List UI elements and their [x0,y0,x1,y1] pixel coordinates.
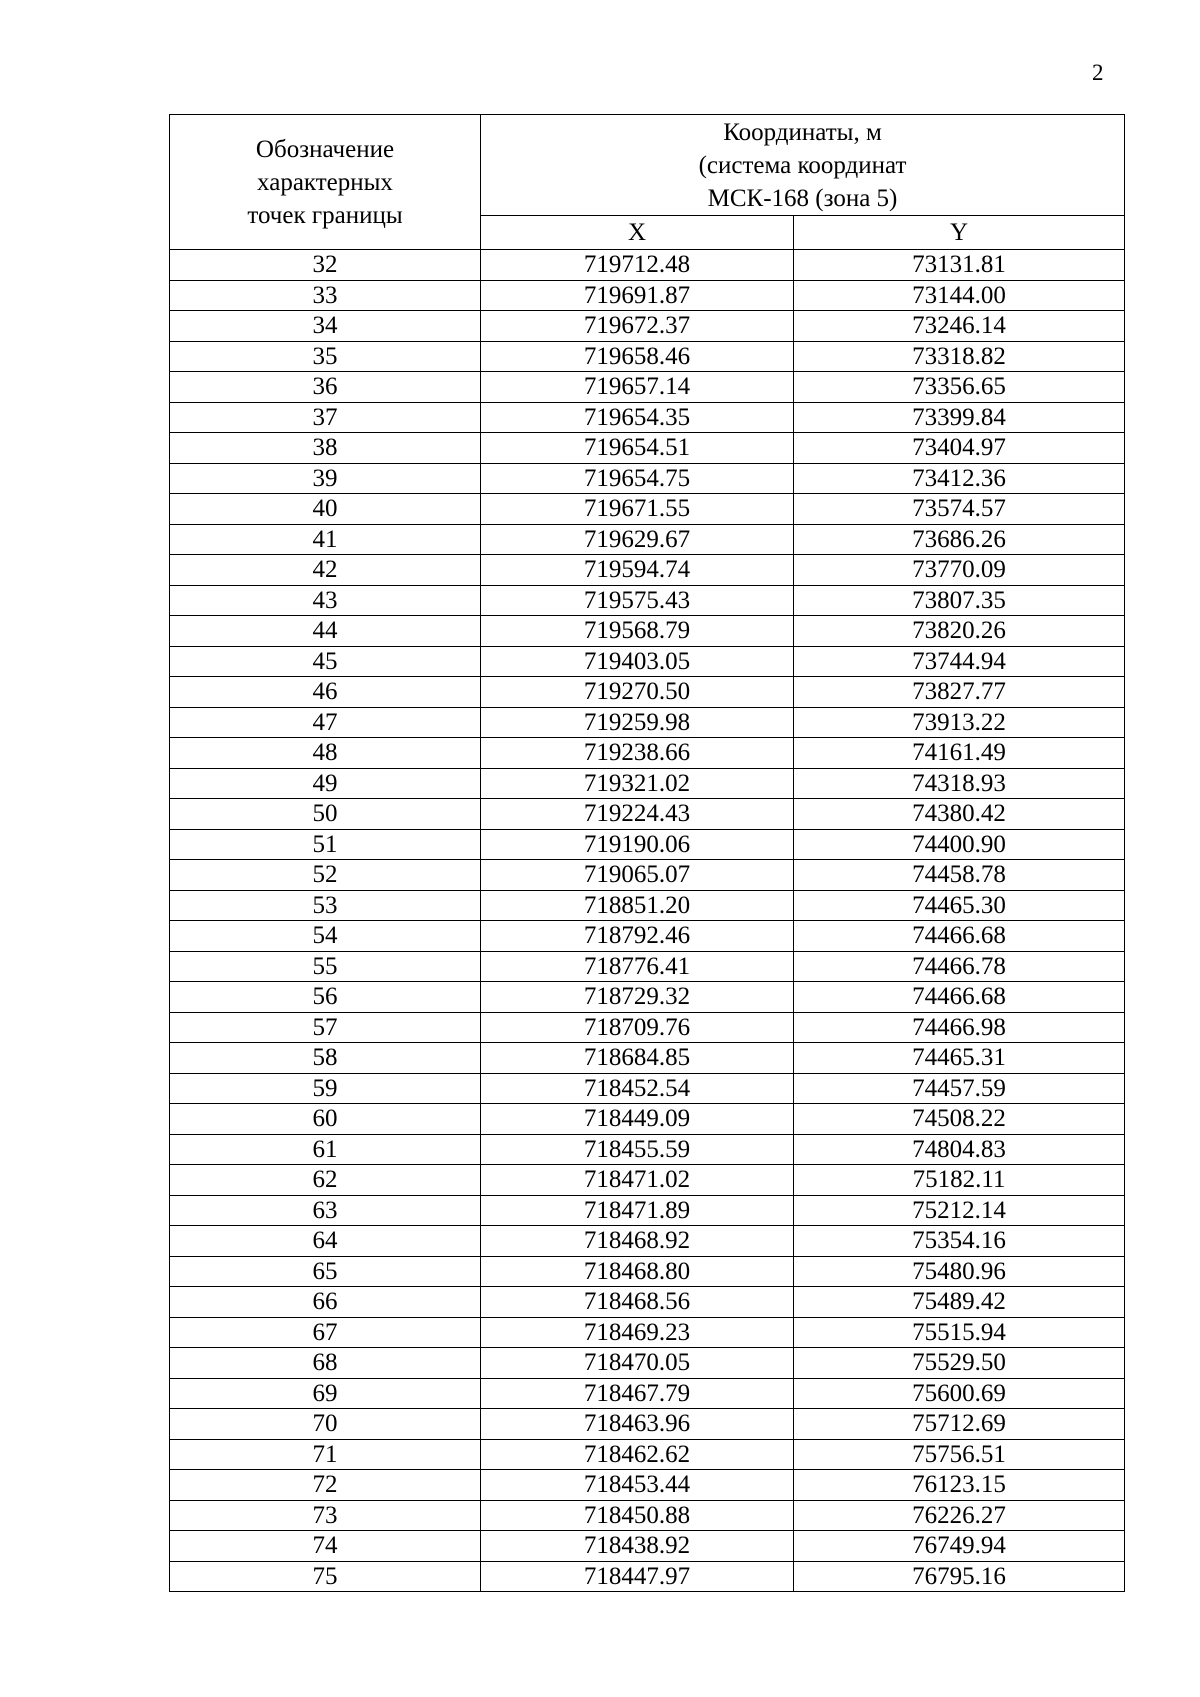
y-coordinate-cell: 75712.69 [794,1409,1125,1440]
point-number-cell: 36 [170,372,481,403]
point-number-cell: 70 [170,1409,481,1440]
point-number-cell: 60 [170,1104,481,1135]
point-number-cell: 62 [170,1165,481,1196]
point-number-cell: 72 [170,1470,481,1501]
table-row [170,433,1125,464]
y-coordinate-cell: 76795.16 [794,1561,1125,1592]
table-row [170,463,1125,494]
y-coordinate-cell: 74508.22 [794,1104,1125,1135]
y-coordinate-cell: 73574.57 [794,494,1125,525]
x-coordinate-cell: 719629.67 [481,524,794,555]
table-row [170,1195,1125,1226]
coords-header-line: МСК-168 (зона 5) [707,184,898,212]
x-coordinate-cell: 718447.97 [481,1561,794,1592]
x-coordinate-cell: 718450.88 [481,1500,794,1531]
point-number-cell: 54 [170,921,481,952]
point-number-cell: 69 [170,1378,481,1409]
y-coordinate-cell: 73246.14 [794,311,1125,342]
point-number-cell: 66 [170,1287,481,1318]
x-coordinate-cell: 719575.43 [481,585,794,616]
coords-header-line: Координаты, м [723,118,882,146]
x-coordinate-cell: 718776.41 [481,951,794,982]
point-number-cell: 42 [170,555,481,586]
point-number-cell: 73 [170,1500,481,1531]
y-coordinate-cell: 74466.78 [794,951,1125,982]
table-row [170,860,1125,891]
table-row [170,921,1125,952]
y-coordinate-cell: 75212.14 [794,1195,1125,1226]
y-coordinate-cell: 74804.83 [794,1134,1125,1165]
point-number-cell: 47 [170,707,481,738]
table-row [170,1561,1125,1592]
y-coordinate-cell: 75600.69 [794,1378,1125,1409]
table-row [170,1287,1125,1318]
x-coordinate-cell: 718729.32 [481,982,794,1013]
y-coordinate-cell: 73744.94 [794,646,1125,677]
x-coordinate-cell: 719654.35 [481,402,794,433]
x-coordinate-cell: 718469.23 [481,1317,794,1348]
x-coordinate-cell: 719657.14 [481,372,794,403]
table-row [170,1256,1125,1287]
x-coordinate-cell: 719259.98 [481,707,794,738]
point-number-cell: 68 [170,1348,481,1379]
table-row [170,829,1125,860]
point-number-cell: 43 [170,585,481,616]
table-row [170,372,1125,403]
point-number-cell: 55 [170,951,481,982]
y-coordinate-cell: 74465.31 [794,1043,1125,1074]
point-number-cell: 74 [170,1531,481,1562]
table-row [170,1165,1125,1196]
table-row [170,1043,1125,1074]
x-coordinate-cell: 718462.62 [481,1439,794,1470]
x-coordinate-cell: 718449.09 [481,1104,794,1135]
table-row [170,890,1125,921]
point-number-cell: 45 [170,646,481,677]
table-row [170,1317,1125,1348]
table-row [170,524,1125,555]
x-coordinate-cell: 718470.05 [481,1348,794,1379]
point-number-cell: 41 [170,524,481,555]
x-coordinate-cell: 719654.51 [481,433,794,464]
y-coordinate-cell: 74400.90 [794,829,1125,860]
table-row [170,768,1125,799]
x-coordinate-cell: 718468.80 [481,1256,794,1287]
x-coordinate-cell: 719594.74 [481,555,794,586]
coordinates-table [169,114,1125,1592]
y-coordinate-cell: 74458.78 [794,860,1125,891]
table-row [170,1073,1125,1104]
y-coordinate-cell: 73827.77 [794,677,1125,708]
x-coordinate-cell: 718709.76 [481,1012,794,1043]
point-header-line: точек границы [247,201,403,229]
y-coordinate-cell: 75480.96 [794,1256,1125,1287]
table-row [170,1470,1125,1501]
y-coordinate-cell: 73820.26 [794,616,1125,647]
y-coordinate-cell: 73913.22 [794,707,1125,738]
table-row [170,341,1125,372]
table-row [170,982,1125,1013]
page-number: 2 [1092,60,1104,85]
table-row [170,1500,1125,1531]
x-coordinate-cell: 718463.96 [481,1409,794,1440]
point-number-cell: 51 [170,829,481,860]
x-coordinate-cell: 718453.44 [481,1470,794,1501]
x-coordinate-cell: 719238.66 [481,738,794,769]
y-coordinate-cell: 73356.65 [794,372,1125,403]
point-number-cell: 33 [170,280,481,311]
y-coordinate-cell: 74457.59 [794,1073,1125,1104]
table-row [170,494,1125,525]
x-coordinate-cell: 718438.92 [481,1531,794,1562]
point-number-cell: 40 [170,494,481,525]
x-coordinate-cell: 719270.50 [481,677,794,708]
point-number-cell: 59 [170,1073,481,1104]
y-coordinate-cell: 74465.30 [794,890,1125,921]
point-header-line: характерных [257,168,393,196]
x-coordinate-cell: 718471.89 [481,1195,794,1226]
table-row [170,280,1125,311]
y-coordinate-cell: 75489.42 [794,1287,1125,1318]
point-designation-header [170,115,481,250]
point-number-cell: 34 [170,311,481,342]
y-coordinate-cell: 73399.84 [794,402,1125,433]
y-coordinate-cell: 73770.09 [794,555,1125,586]
point-number-cell: 64 [170,1226,481,1257]
y-coordinate-cell: 74380.42 [794,799,1125,830]
table-row [170,951,1125,982]
point-number-cell: 65 [170,1256,481,1287]
point-number-cell: 39 [170,463,481,494]
x-coordinate-cell: 719321.02 [481,768,794,799]
y-coordinate-cell: 76226.27 [794,1500,1125,1531]
table-row [170,1134,1125,1165]
y-coordinate-cell: 76749.94 [794,1531,1125,1562]
y-coordinate-cell: 73404.97 [794,433,1125,464]
table-row [170,1409,1125,1440]
table-header [170,115,1125,250]
table-row [170,311,1125,342]
point-number-cell: 50 [170,799,481,830]
y-coordinate-cell: 73686.26 [794,524,1125,555]
point-number-cell: 52 [170,860,481,891]
x-coordinate-cell: 719224.43 [481,799,794,830]
x-coordinate-cell: 718452.54 [481,1073,794,1104]
x-coordinate-cell: 719568.79 [481,616,794,647]
table-row [170,646,1125,677]
table-row [170,555,1125,586]
y-coordinate-cell: 73807.35 [794,585,1125,616]
x-coordinate-cell: 719658.46 [481,341,794,372]
table-row [170,402,1125,433]
x-coordinate-cell: 718468.92 [481,1226,794,1257]
point-number-cell: 58 [170,1043,481,1074]
point-number-cell: 35 [170,341,481,372]
table-row [170,1104,1125,1135]
point-number-cell: 37 [170,402,481,433]
x-coordinate-cell: 718471.02 [481,1165,794,1196]
point-number-cell: 61 [170,1134,481,1165]
point-number-cell: 44 [170,616,481,647]
x-coordinate-cell: 719712.48 [481,250,794,281]
table-body [170,250,1125,1592]
point-header-line: Обозначение [255,135,395,163]
y-coordinate-cell: 73412.36 [794,463,1125,494]
x-coordinate-cell: 718468.56 [481,1287,794,1318]
y-coordinate-cell: 74161.49 [794,738,1125,769]
y-coordinate-cell: 74466.98 [794,1012,1125,1043]
table-row [170,585,1125,616]
point-number-cell: 49 [170,768,481,799]
table-row [170,1531,1125,1562]
x-coordinate-cell: 719403.05 [481,646,794,677]
point-number-cell: 53 [170,890,481,921]
table-row [170,1012,1125,1043]
point-number-cell: 71 [170,1439,481,1470]
table-row [170,707,1125,738]
point-number-cell: 46 [170,677,481,708]
x-coordinate-cell: 718851.20 [481,890,794,921]
point-number-cell: 38 [170,433,481,464]
y-coordinate-cell: 75182.11 [794,1165,1125,1196]
table-row [170,738,1125,769]
table-row [170,1378,1125,1409]
point-number-cell: 56 [170,982,481,1013]
y-coordinate-cell: 74318.93 [794,768,1125,799]
point-number-cell: 57 [170,1012,481,1043]
table-row [170,1439,1125,1470]
x-coordinate-cell: 718467.79 [481,1378,794,1409]
table-row [170,616,1125,647]
point-number-cell: 48 [170,738,481,769]
x-coordinate-cell: 719691.87 [481,280,794,311]
x-coordinate-cell: 719672.37 [481,311,794,342]
y-coordinate-cell: 75756.51 [794,1439,1125,1470]
y-coordinate-cell: 74466.68 [794,982,1125,1013]
point-number-cell: 63 [170,1195,481,1226]
y-coordinate-cell: 74466.68 [794,921,1125,952]
y-coordinate-cell: 73144.00 [794,280,1125,311]
x-column-header: X [481,216,794,250]
x-coordinate-cell: 719671.55 [481,494,794,525]
table-row [170,250,1125,281]
x-coordinate-cell: 719654.75 [481,463,794,494]
y-coordinate-cell: 75515.94 [794,1317,1125,1348]
point-number-cell: 75 [170,1561,481,1592]
x-coordinate-cell: 719190.06 [481,829,794,860]
coordinates-group-header [481,115,1125,216]
y-coordinate-cell: 75354.16 [794,1226,1125,1257]
y-coordinate-cell: 76123.15 [794,1470,1125,1501]
table-row [170,799,1125,830]
point-number-cell: 67 [170,1317,481,1348]
point-number-cell: 32 [170,250,481,281]
x-coordinate-cell: 719065.07 [481,860,794,891]
x-coordinate-cell: 718455.59 [481,1134,794,1165]
coords-header-line: (система координат [698,151,907,179]
table-row [170,1348,1125,1379]
table-row [170,1226,1125,1257]
y-coordinate-cell: 73131.81 [794,250,1125,281]
y-coordinate-cell: 73318.82 [794,341,1125,372]
x-coordinate-cell: 718792.46 [481,921,794,952]
x-coordinate-cell: 718684.85 [481,1043,794,1074]
table-row [170,677,1125,708]
y-column-header: Y [794,216,1125,250]
y-coordinate-cell: 75529.50 [794,1348,1125,1379]
